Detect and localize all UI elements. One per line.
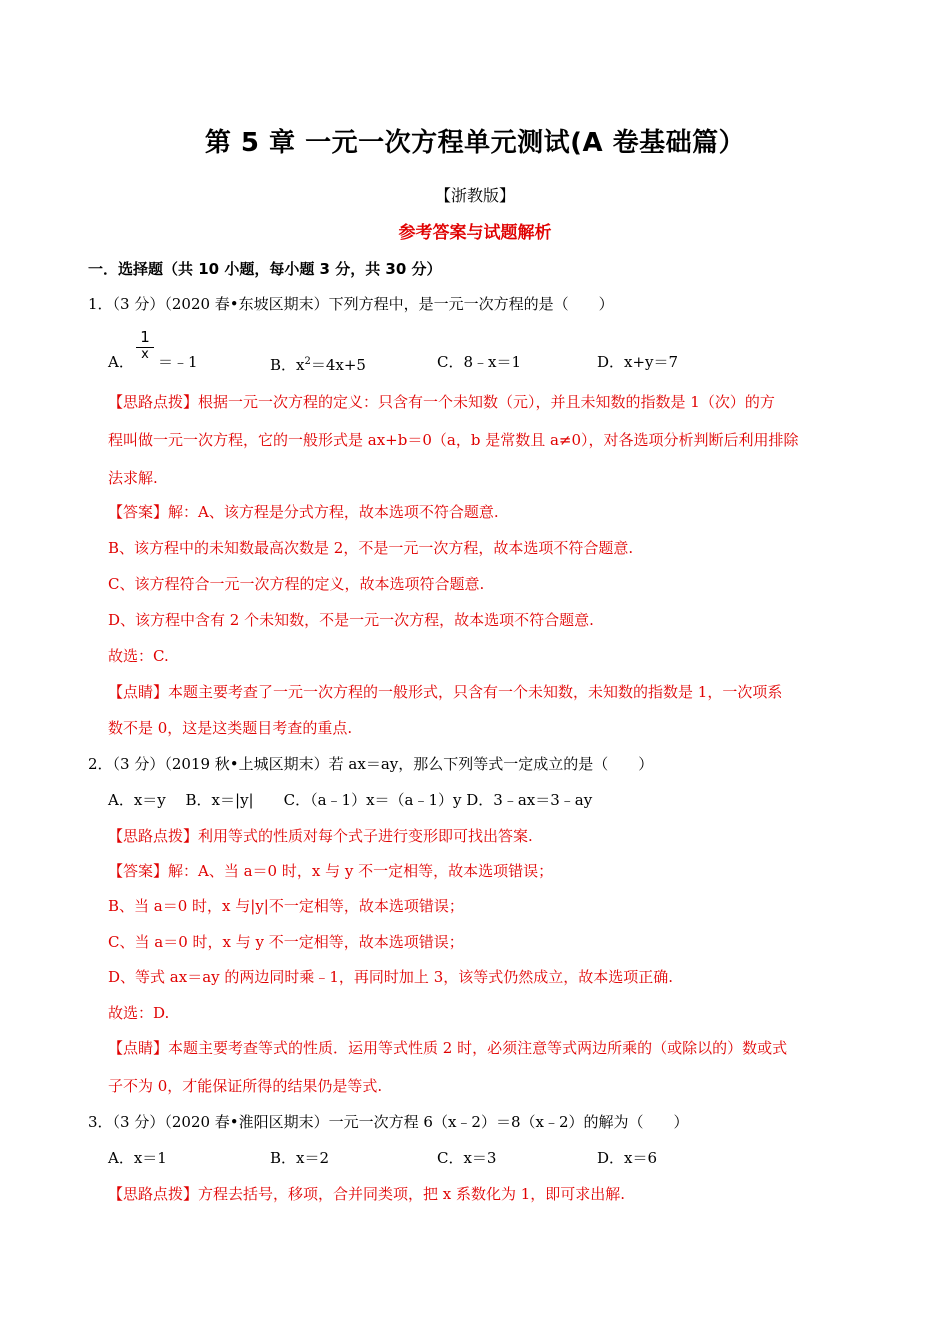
q1-option-b bbox=[270, 352, 366, 375]
q1-option-c: C．8﹣x＝1 bbox=[437, 353, 522, 371]
q2-answer-line-3: C、当 a＝0 时，x 与 y 不一定相等，故本选项错误； bbox=[108, 933, 464, 951]
q1-comment-line-2: 数不是 0，这是这类题目考查的重点. bbox=[108, 719, 353, 737]
q2-comment-line-2: 子不为 0，才能保证所得的结果仍是等式. bbox=[108, 1077, 383, 1095]
q1-option-a-fraction bbox=[136, 328, 154, 362]
edition-label: 【浙教版】 bbox=[434, 186, 515, 205]
q3-hint: 【思路点拨】方程去括号，移项，合并同类项，把 x 系数化为 1，即可求出解. bbox=[108, 1185, 626, 1203]
q1-answer-line-2: B、该方程中的未知数最高次数是 2，不是一元一次方程，故本选项不符合题意. bbox=[108, 539, 634, 557]
q1-answer-line-1: 【答案】解：A、该方程是分式方程，故本选项不符合题意. bbox=[108, 503, 499, 521]
q3-option-d: D．x＝6 bbox=[597, 1149, 658, 1167]
q2-options: A．x＝y B．x＝|y| C．（a﹣1）x＝（a﹣1）y D．3﹣ax＝3﹣ay bbox=[108, 791, 593, 809]
q1-option-a-rest: ＝﹣1 bbox=[158, 353, 198, 371]
q2-hint: 【思路点拨】利用等式的性质对每个式子进行变形即可找出答案. bbox=[108, 827, 533, 845]
q1-hint-line-3: 法求解. bbox=[108, 469, 158, 487]
question-3-stem: 3．（3 分）（2020 春•淮阳区期末）一元一次方程 6（x﹣2）＝8（x﹣2）的解为（ ） bbox=[88, 1113, 689, 1131]
fraction-numerator: 1 bbox=[140, 328, 150, 346]
q2-choice: 故选：D. bbox=[108, 1004, 170, 1022]
q1-answer-line-3: C、该方程符合一元一次方程的定义，故本选项符合题意. bbox=[108, 575, 485, 593]
question-1-stem: 1．（3 分）（2020 春•东坡区期末）下列方程中，是一元一次方程的是（ ） bbox=[88, 295, 614, 313]
q1-hint-line-1: 【思路点拨】根据一元一次方程的定义：只含有一个未知数（元），并且未知数的指数是 1（次）的方 bbox=[108, 393, 775, 411]
q1-answer-line-4: D、该方程中含有 2 个未知数，不是一元一次方程，故本选项不符合题意. bbox=[108, 611, 594, 629]
q1-option-b-text: B．x bbox=[270, 356, 305, 374]
q1-option-d: D．x+y＝7 bbox=[597, 353, 679, 371]
q2-answer-line-2: B、当 a＝0 时，x 与|y|不一定相等，故本选项错误； bbox=[108, 897, 464, 915]
q2-answer-line-1: 【答案】解：A、当 a＝0 时，x 与 y 不一定相等，故本选项错误； bbox=[108, 862, 554, 880]
q1-option-b-rest: ＝4x+5 bbox=[310, 356, 366, 374]
section-heading: 一．选择题（共 10 小题，每小题 3 分，共 30 分） bbox=[88, 260, 442, 278]
document-title: 第 5 章 一元一次方程单元测试(A 卷基础篇） bbox=[204, 128, 746, 158]
q1-comment-line-1: 【点睛】本题主要考查了一元一次方程的一般形式，只含有一个未知数，未知数的指数是 1，一次项系 bbox=[108, 683, 783, 701]
q2-comment-line-1: 【点睛】本题主要考查等式的性质．运用等式性质 2 时，必须注意等式两边所乘的（或除以的）数或式 bbox=[108, 1039, 788, 1057]
q3-option-c: C．x＝3 bbox=[437, 1149, 497, 1167]
q1-choice: 故选：C. bbox=[108, 647, 169, 665]
fraction-denominator: x bbox=[141, 347, 149, 362]
q3-option-a: A．x＝1 bbox=[108, 1149, 167, 1167]
q3-option-b: B．x＝2 bbox=[270, 1149, 330, 1167]
question-2-stem: 2．（3 分）（2019 秋•上城区期末）若 ax＝ay，那么下列等式一定成立的是（ ） bbox=[88, 755, 654, 773]
q2-answer-line-4: D、等式 ax＝ay 的两边同时乘﹣1，再同时加上 3，该等式仍然成立，故本选项正确. bbox=[108, 968, 674, 986]
q1-option-b-exponent: 2 bbox=[304, 356, 311, 367]
answer-section-title: 参考答案与试题解析 bbox=[398, 223, 552, 243]
q1-option-a-label: A． bbox=[108, 353, 134, 371]
q1-hint-line-2: 程叫做一元一次方程，它的一般形式是 ax+b＝0（a，b 是常数且 a≠0），对各选项分析判断后利用排除 bbox=[108, 431, 799, 449]
